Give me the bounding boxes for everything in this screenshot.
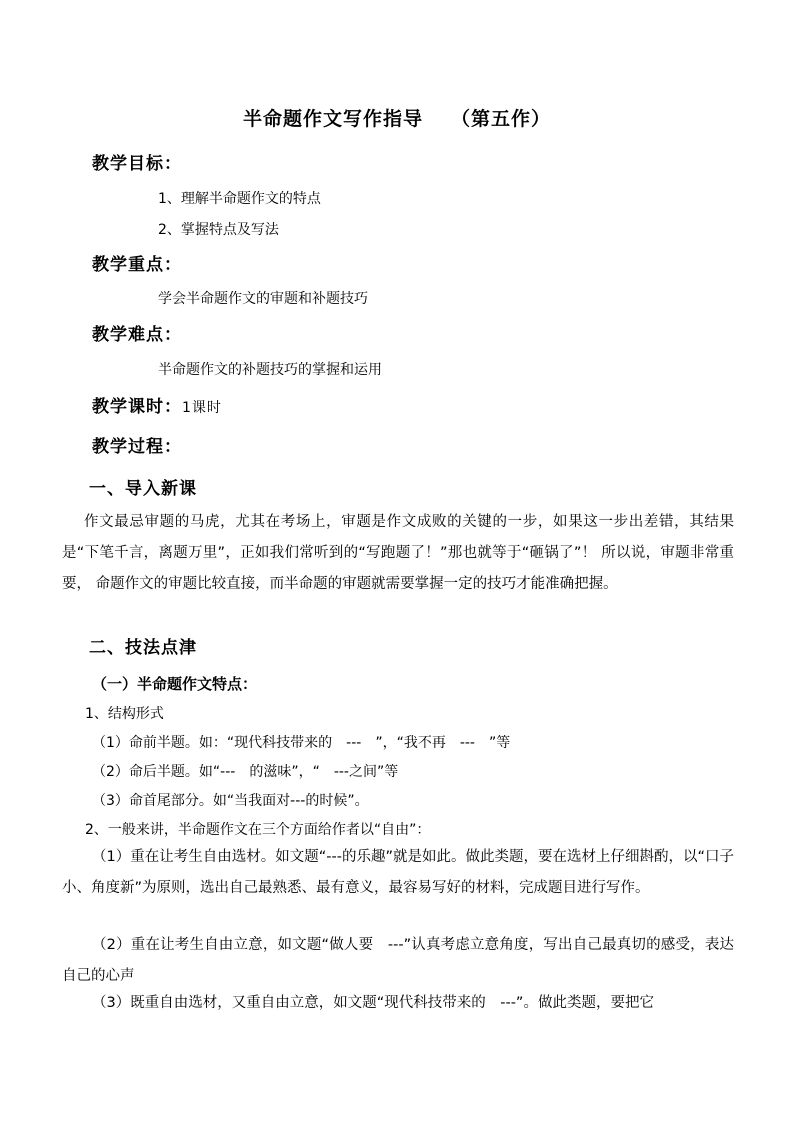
- goal-item-2: 2、掌握特点及写法: [158, 222, 279, 238]
- title-main: 半命题作文写作指导: [242, 108, 423, 130]
- goals-heading: 教学目标：: [92, 154, 182, 174]
- freedom-paragraph-3: （3）既重自由选材，又重自由立意，如文题“现代科技带来的 ---”。做此类题，要把它: [92, 995, 654, 1011]
- structure-item-2: （2）命后半题。如“--- 的滋味”，“ ---之间”等: [92, 764, 399, 780]
- structure-label: 1、结构形式: [85, 706, 164, 722]
- duration-value: 1课时: [182, 400, 222, 416]
- freedom-label: 2、一般来讲，半命题作文在三个方面给作者以“自由”：: [85, 822, 431, 838]
- process-heading: 教学过程：: [92, 437, 182, 457]
- document-title: [0, 104, 794, 131]
- section1-paragraph: 作文最忌审题的马虎，尤其在考场上，审题是作文成败的关键的一步，如果这一步出差错，其结果是“下笔千言，离题万里”，正如我们常听到的“写跑题了！”那也就等于“砸锅了”！ 所以说，审题非常重要， 命题作文的审题比较直接，而半命题的审题就需要掌握一定的技巧才能准确把握。: [62, 514, 734, 592]
- title-sub: （第五作）: [451, 108, 552, 130]
- freedom-paragraph-2: （2）重在让考生自由立意，如文题“做人要 ---”认真考虑立意角度，写出自己最真切的感受，表达自己的心声: [62, 937, 734, 984]
- duration-heading: 教学课时：: [92, 397, 182, 417]
- key-points-heading: 教学重点：: [92, 255, 182, 275]
- section2-heading: 二、技法点津: [89, 638, 197, 658]
- duration-line: [92, 392, 222, 417]
- section1-heading: 一、导入新课: [89, 479, 197, 499]
- freedom-paragraph-1: （1）重在让考生自由选材。如文题“---的乐趣”就是如此。做此类题，要在选材上仔细斟酌，以“口子小、角度新”为原则，选出自己最熟悉、最有意义，最容易写好的材料，完成题目进行写作。: [62, 849, 734, 896]
- difficulties-text: 半命题作文的补题技巧的掌握和运用: [158, 362, 382, 378]
- difficulties-heading: 教学难点：: [92, 325, 182, 345]
- structure-item-3: （3）命首尾部分。如“当我面对---的时候”。: [92, 793, 369, 809]
- features-subheading: （一）半命题作文特点：: [92, 675, 258, 693]
- structure-item-1: （1）命前半题。如：“现代科技带来的 --- ”，“我不再 --- ”等: [92, 735, 511, 751]
- key-points-text: 学会半命题作文的审题和补题技巧: [158, 291, 368, 307]
- goal-item-1: 1、理解半命题作文的特点: [158, 191, 321, 207]
